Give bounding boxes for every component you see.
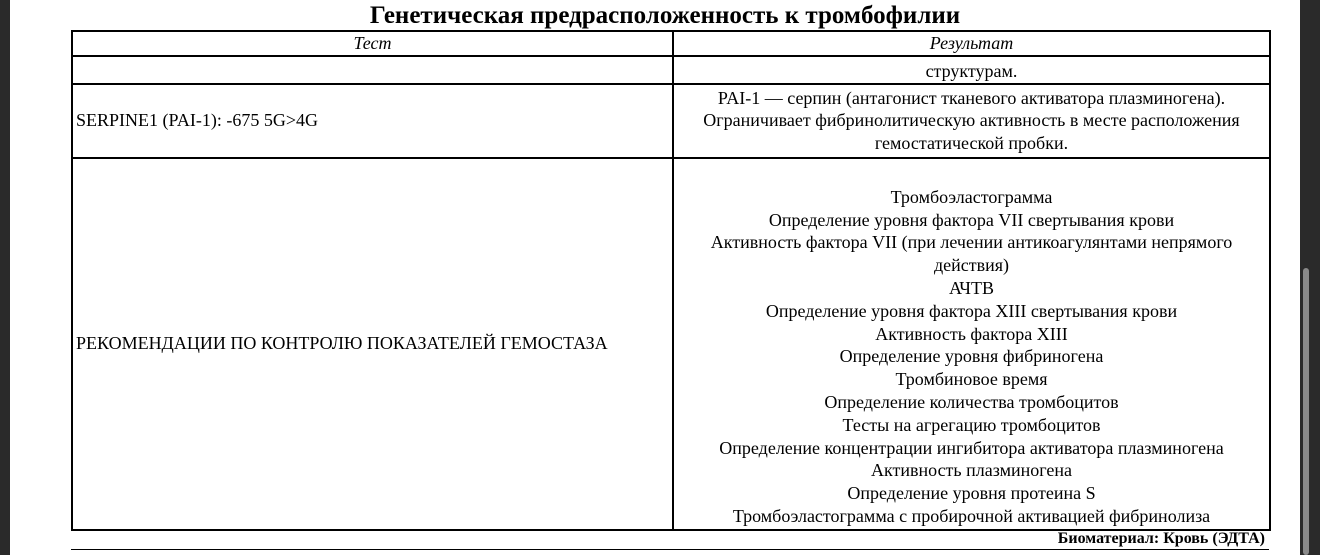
table-row — [72, 84, 1270, 158]
recommendation-item: Тромбоэластограмма с пробирочной активацией фибринолиза — [732, 506, 1211, 526]
recommendation-item: Тесты на агрегацию тромбоцитов — [842, 414, 1101, 435]
recommendation-item: Определение уровня фактора XIII свертывания крови — [765, 300, 1178, 321]
test-cell: SERPINE1 (PAI-1): -675 5G>4G — [72, 84, 673, 158]
biomaterial-label: Биоматериал: Кровь (ЭДТА) — [1057, 530, 1265, 547]
recommendation-item: Определение уровня фактора VII свертывания крови — [768, 209, 1175, 230]
recommendation-item: Активность фактора VII (при лечении антикоагулянтами непрямого — [710, 232, 1233, 253]
recommendation-item: Активность фактора XIII — [875, 323, 1068, 344]
column-header-test: Тест — [72, 31, 673, 56]
results-table — [71, 30, 1271, 531]
result-cell — [673, 84, 1270, 158]
recommendation-item: АЧТВ — [949, 278, 994, 299]
recommendations-cell — [673, 158, 1270, 530]
table-row — [72, 158, 1270, 530]
recommendation-item: Определение количества тромбоцитов — [824, 392, 1119, 413]
table-header-row — [72, 31, 1270, 56]
recommendation-item: Определение уровня протеина S — [847, 483, 1096, 504]
document-page — [10, 0, 1300, 555]
test-cell: РЕКОМЕНДАЦИИ ПО КОНТРОЛЮ ПОКАЗАТЕЛЕЙ ГЕМОСТАЗА — [72, 158, 673, 530]
test-cell — [72, 56, 673, 84]
result-line: Ограничивает фибринолитическую активность в месте расположения — [703, 110, 1240, 131]
bottom-divider — [71, 549, 1269, 550]
column-header-result: Результат — [673, 31, 1270, 56]
recommendation-item: Определение концентрации ингибитора активатора плазминогена — [719, 437, 1224, 458]
scrollbar-thumb[interactable] — [1303, 268, 1309, 555]
result-line: гемостатической пробки. — [874, 133, 1069, 154]
result-line: PAI-1 — серпин (антагонист тканевого активатора плазминогена). — [717, 87, 1226, 108]
recommendation-item: Тромбоэластограмма — [890, 186, 1053, 207]
recommendation-item: Определение уровня фибриногена — [839, 346, 1104, 367]
recommendation-item: Активность плазминогена — [870, 460, 1073, 481]
document-title: Генетическая предрасположенность к тромбофилии — [369, 2, 961, 29]
recommendation-item: действия) — [933, 255, 1010, 276]
left-viewer-edge — [0, 0, 10, 555]
result-cell: структурам. — [673, 56, 1270, 84]
recommendation-item: Тромбиновое время — [895, 369, 1048, 390]
table-row — [72, 56, 1270, 84]
